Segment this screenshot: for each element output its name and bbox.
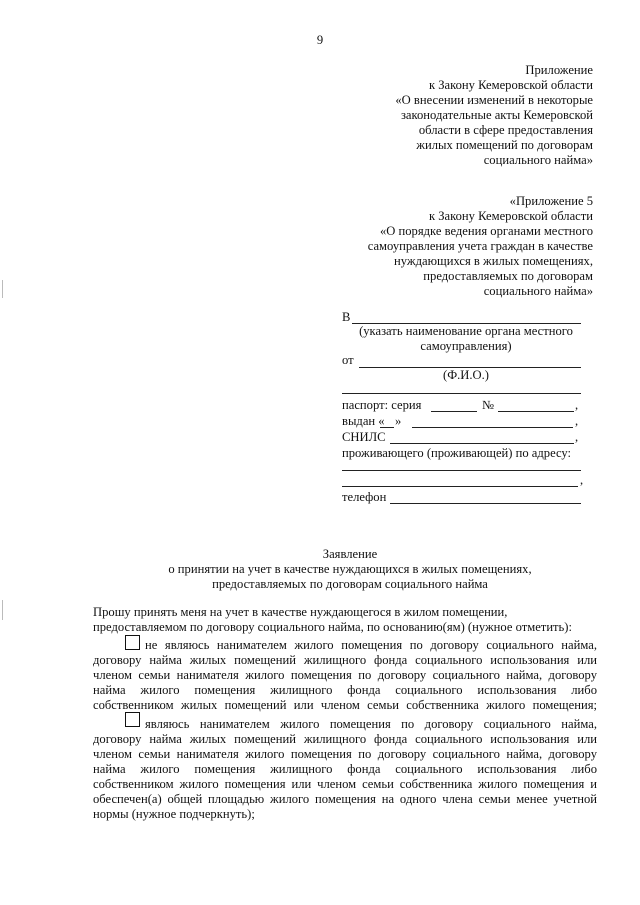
intro-paragraph xyxy=(93,605,603,635)
to-prefix: В xyxy=(342,310,351,324)
statement-title: Заявление xyxy=(322,547,378,561)
fio-hint: (Ф.И.О.) xyxy=(443,368,489,382)
appendix-line: законодательные акты Кемеровской xyxy=(400,108,593,122)
comma: , xyxy=(575,430,579,444)
option2-line: собственником жилого помещения или членом семьи собственника жилого помещения и xyxy=(93,777,597,791)
appendix-line: жилых помещений по договорам xyxy=(416,138,593,152)
snils-field[interactable] xyxy=(390,443,574,444)
comma: , xyxy=(580,473,584,487)
option2-line: являюсь нанимателем жилого помещения по договору социального найма, xyxy=(145,717,597,731)
fio-extra-line[interactable] xyxy=(342,393,581,394)
issued-day-field[interactable] xyxy=(380,427,394,428)
to-hint-line: (указать наименование органа местного xyxy=(359,324,573,338)
passport-number-label: № xyxy=(482,398,495,412)
option2-line: договору найма жилых помещений жилищного фонда социального использования или xyxy=(93,732,597,746)
appendix-line: нуждающихся в жилых помещениях, xyxy=(394,254,593,268)
appendix-line: Приложение xyxy=(525,63,593,77)
passport-number-field[interactable] xyxy=(498,411,574,412)
issued-by-field[interactable] xyxy=(412,427,573,428)
option2-text xyxy=(93,717,597,822)
option2-line: найма жилого помещения жилищного фонда социального использования либо xyxy=(93,762,597,776)
snils-label: СНИЛС xyxy=(342,430,386,444)
issued-mid: » xyxy=(395,414,402,428)
appendix-line: к Закону Кемеровской области xyxy=(428,78,593,92)
passport-series-label: паспорт: серия xyxy=(342,398,422,412)
scan-mark xyxy=(2,280,3,298)
appendix-line: самоуправления учета граждан в качестве xyxy=(367,239,593,253)
issued-label: выдан « xyxy=(342,414,385,428)
appendix-line: «О внесении изменений в некоторые xyxy=(395,93,593,107)
statement-subtitle: о принятии на учет в качестве нуждающихся в жилых помещениях, xyxy=(168,562,532,576)
option1-text xyxy=(93,638,597,713)
to-hint xyxy=(342,324,590,354)
appendix-line: предоставляемых по договорам xyxy=(423,269,593,283)
page-number: 9 xyxy=(316,33,324,47)
option1-line: не являюсь нанимателем жилого помещения по договору социального найма, xyxy=(145,638,597,652)
appendix-line: к Закону Кемеровской области xyxy=(428,209,593,223)
address-field-line[interactable] xyxy=(342,486,578,487)
option2-line: членом семьи нанимателя жилого помещения по договору социального найма, договору xyxy=(93,747,597,761)
appendix5-header xyxy=(300,194,593,299)
phone-field[interactable] xyxy=(390,503,581,504)
passport-series-field[interactable] xyxy=(431,411,477,412)
option1-line: найма жилого помещения жилищного фонда социального использования либо xyxy=(93,683,597,697)
to-hint-line: самоуправления) xyxy=(420,339,512,353)
option1-line: договору найма жилых помещений жилищного фонда социального использования или xyxy=(93,653,597,667)
option2-line: обеспечен(а) общей площадью жилого помещения на одного члена семьи менее учетной xyxy=(93,792,597,806)
appendix-line: области в сфере предоставления xyxy=(418,123,593,137)
option2-line: нормы (нужное подчеркнуть); xyxy=(93,807,255,821)
address-field-line[interactable] xyxy=(342,470,581,471)
statement-subtitle: предоставляемых по договорам социального найма xyxy=(212,577,488,591)
phone-label: телефон xyxy=(342,490,387,504)
appendix-line: социального найма» xyxy=(483,153,593,167)
appendix-line: социального найма» xyxy=(483,284,593,298)
intro-line: Прошу принять меня на учет в качестве нуждающегося в жилом помещении, xyxy=(93,605,508,619)
comma: , xyxy=(575,398,579,412)
appendix-line: «Приложение 5 xyxy=(509,194,593,208)
comma: , xyxy=(575,414,579,428)
option1-line: членом семьи нанимателя жилого помещения по договору социального найма, договору xyxy=(93,668,597,682)
option1-line: собственником жилых помещений или членом семьи собственника жилого помещения; xyxy=(93,698,597,712)
from-prefix: от xyxy=(342,353,354,367)
appendix-header xyxy=(300,63,593,168)
address-label: проживающего (проживающей) по адресу: xyxy=(342,446,572,460)
intro-line: предоставляемом по договору социального найма, по основанию(ям) (нужное отметить): xyxy=(93,620,572,634)
appendix-line: «О порядке ведения органами местного xyxy=(379,224,593,238)
scan-mark xyxy=(2,600,3,620)
